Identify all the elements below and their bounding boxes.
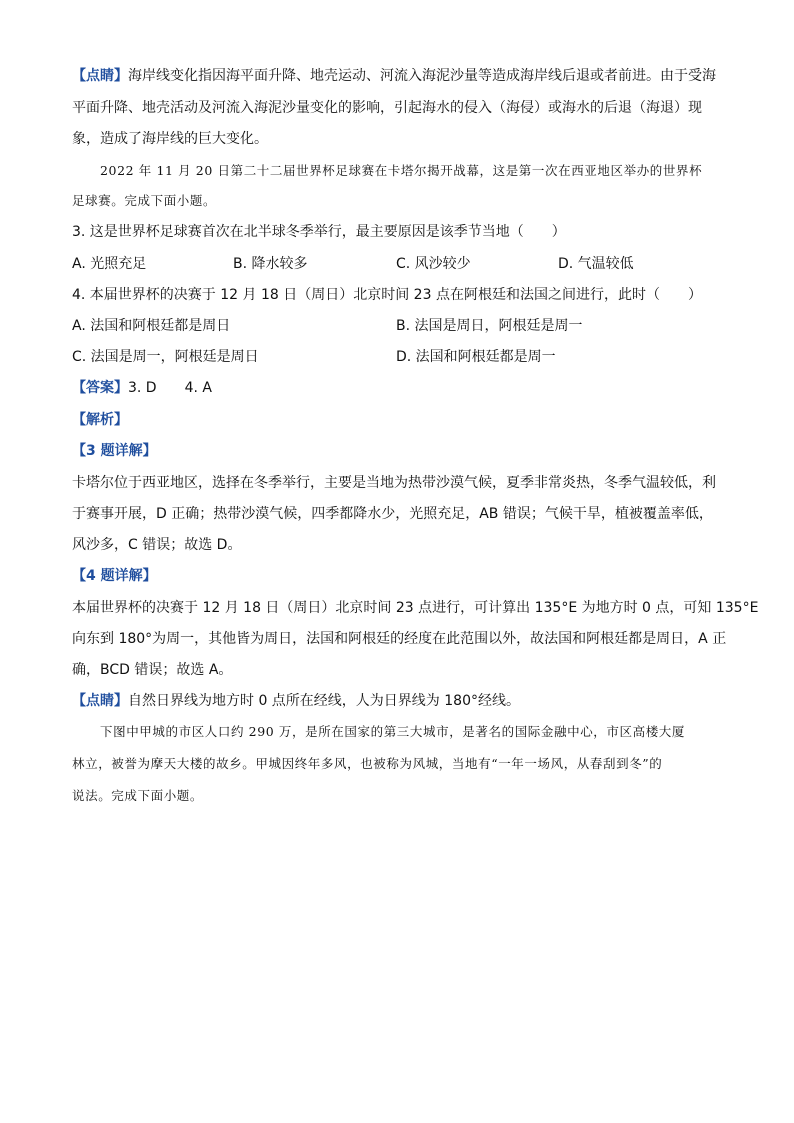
material-1-line-1: 2022 年 11 月 20 日第二十二届世界杯足球赛在卡塔尔揭开战幕，这是第一次在西亚地区举办的世界杯 bbox=[100, 163, 703, 178]
detail-4-heading bbox=[72, 566, 157, 586]
answer-text: 3. D 4. A bbox=[128, 380, 212, 396]
question-4-option-b: B. 法国是周日，阿根廷是周一 bbox=[396, 318, 583, 334]
detail-3-heading bbox=[72, 441, 157, 461]
analysis-tag: 【解析】 bbox=[72, 412, 128, 428]
tip-line-3: 象，造成了海岸线的巨大变化。 bbox=[72, 131, 268, 147]
analysis-line bbox=[72, 410, 128, 430]
detail-3-line-2: 于赛事开展，D 正确；热带沙漠气候，四季都降水少，光照充足，AB 错误；气候干旱，植被覆盖率低， bbox=[72, 506, 713, 522]
tip-2-text: 自然日界线为地方时 0 点所在经线，人为日界线为 180°经线。 bbox=[128, 693, 520, 709]
tip-line-2: 平面升降、地壳活动及河流入海泥沙量变化的影响，引起海水的侵入（海侵）或海水的后退（海退）现 bbox=[72, 100, 702, 116]
question-3-option-c: C. 风沙较少 bbox=[396, 256, 471, 272]
material-2-line-2: 林立，被誉为摩天大楼的故乡。甲城因终年多风，也被称为风城，当地有“一年一场风，从春刮到冬”的 bbox=[72, 756, 663, 771]
material-2-line-1: 下图中甲城的市区人口约 290 万，是所在国家的第三大城市，是著名的国际金融中心，市区高楼大厦 bbox=[100, 724, 686, 739]
question-4-option-c: C. 法国是周一，阿根廷是周日 bbox=[72, 349, 259, 365]
tip-text: 海岸线变化指因海平面升降、地壳运动、河流入海泥沙量等造成海岸线后退或者前进。由于受海 bbox=[128, 68, 716, 84]
tip-line-1 bbox=[72, 66, 716, 86]
question-3-stem: 3. 这是世界杯足球赛首次在北半球冬季举行，最主要原因是该季节当地（ ） bbox=[72, 224, 566, 240]
detail-3-tag: 【3 题详解】 bbox=[72, 443, 157, 459]
question-4-option-a: A. 法国和阿根廷都是周日 bbox=[72, 318, 231, 334]
material-1-line-2: 足球赛。完成下面小题。 bbox=[72, 193, 217, 208]
tip-tag: 【点睛】 bbox=[72, 68, 128, 84]
question-4-option-d: D. 法国和阿根廷都是周一 bbox=[396, 349, 556, 365]
detail-3-line-1: 卡塔尔位于西亚地区，选择在冬季举行，主要是当地为热带沙漠气候，夏季非常炎热，冬季气温较低，利 bbox=[72, 475, 716, 491]
detail-4-line-1: 本届世界杯的决赛于 12 月 18 日（周日）北京时间 23 点进行，可计算出 135°E 为地方时 0 点，可知 135°E bbox=[72, 600, 759, 616]
tip-2-tag: 【点睛】 bbox=[72, 693, 128, 709]
question-4-stem: 4. 本届世界杯的决赛于 12 月 18 日（周日）北京时间 23 点在阿根廷和法国之间进行，此时（ ） bbox=[72, 287, 702, 303]
detail-3-line-3: 风沙多，C 错误；故选 D。 bbox=[72, 537, 242, 553]
answer-line bbox=[72, 378, 212, 398]
question-3-option-b: B. 降水较多 bbox=[233, 256, 308, 272]
material-2-line-3: 说法。完成下面小题。 bbox=[72, 788, 204, 803]
question-3-option-a: A. 光照充足 bbox=[72, 256, 147, 272]
question-3-option-d: D. 气温较低 bbox=[558, 256, 634, 272]
answer-tag: 【答案】 bbox=[72, 380, 128, 396]
detail-4-line-2: 向东到 180°为周一，其他皆为周日，法国和阿根廷的经度在此范围以外，故法国和阿根廷都是周日，A 正 bbox=[72, 631, 727, 647]
tip-2-line bbox=[72, 691, 520, 711]
detail-4-line-3: 确，BCD 错误；故选 A。 bbox=[72, 662, 233, 678]
detail-4-tag: 【4 题详解】 bbox=[72, 568, 157, 584]
